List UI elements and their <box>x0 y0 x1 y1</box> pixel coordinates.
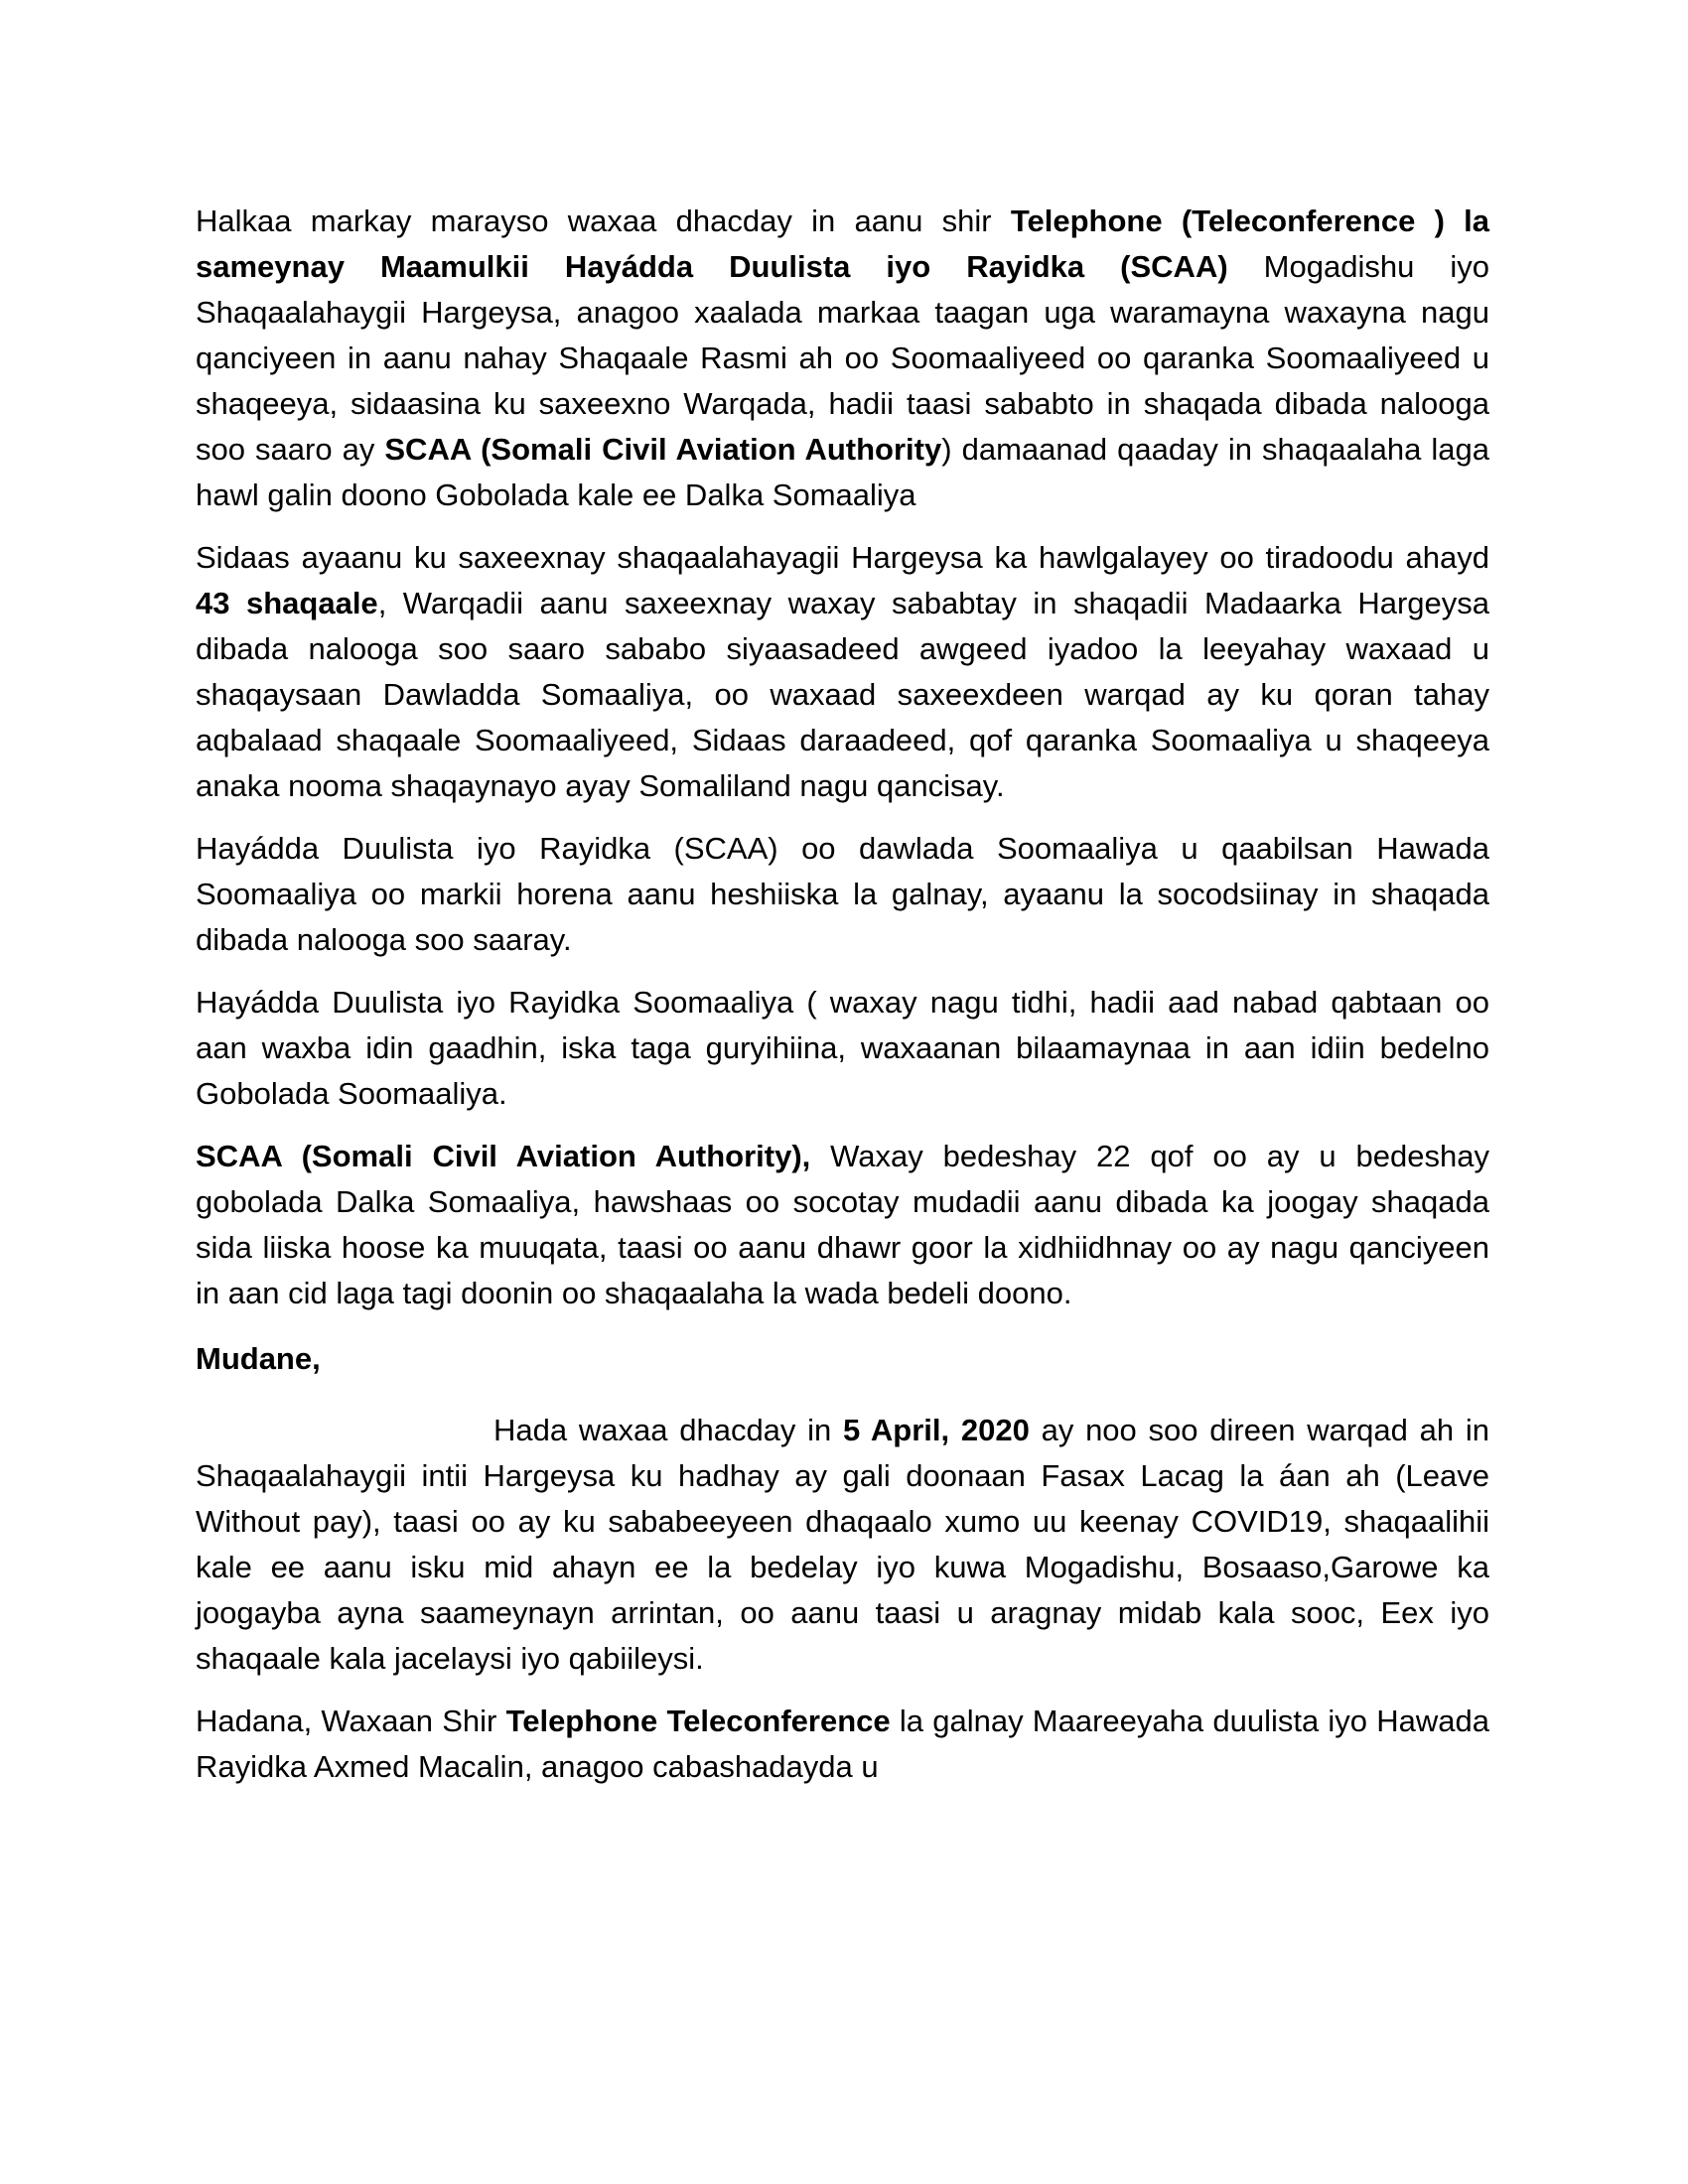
bold-text-run: SCAA (Somali Civil Aviation Authority), <box>196 1139 811 1173</box>
text-run: Halkaa markay marayso waxaa dhacday in aanu shir <box>196 204 1011 238</box>
text-run: Waxay bedeshay 22 qof oo ay u bedeshay gobolada Dalka Somaaliya, hawshaas oo socotay mudadii aanu dibada ka joogay shaqada sida liiska hoose ka muuqata, taasi oo aanu dhawr goor la xidhiidhnay oo ay nagu qanciyeen in aan cid laga tagi doonin oo shaqaalaha la wada bedeli doono. <box>196 1139 1489 1310</box>
text-run: Mogadishu iyo Shaqaalahaygii Hargeysa, anagoo xaalada markaa taagan uga waramayna waxayna nagu qanciyeen in aanu nahay Shaqaale Rasmi ah oo Soomaaliyeed oo qaranka Soomaaliyeed u shaqeeya, sidaasina ku saxeexno Warqada, hadii taasi sababto in shaqada dibada nalooga soo saaro ay <box>196 249 1489 467</box>
para-5-april-2020 <box>196 1408 1489 1682</box>
text-run: ) damaanad qaaday in shaqaalaha laga hawl galin doono Gobolada kale ee Dalka Somaaliya <box>196 432 1489 512</box>
para-scaa-bedeshay <box>196 1134 1489 1316</box>
para-43-shaqaale <box>196 535 1489 809</box>
text-run: Hadana, Waxaan Shir <box>196 1704 506 1738</box>
bold-text-run: Telephone Teleconference <box>505 1704 891 1738</box>
para-telephone-teleconference <box>196 199 1489 518</box>
text-run: Hayádda Duulista iyo Rayidka Soomaaliya ( waxay nagu tidhi, hadii aad nabad qabtaan oo aan waxba idin gaadhin, iska taga guryihiina, waxaanan bilaamaynaa in aan idiin bedelno Gobolada Soomaaliya. <box>196 985 1489 1111</box>
text-run: , Warqadii aanu saxeexnay waxay sababtay in shaqadii Madaarka Hargeysa dibada nalooga soo saaro sababo siyaasadeed awgeed iyadoo la leeyahay waxaad u shaqaysaan Dawladda Somaaliya, oo waxaad saxeexdeen warqad ay ku qoran tahay aqbalaad shaqaale Soomaaliyeed, Sidaas daraadeed, qof qaranka Soomaaliya u shaqeeya anaka nooma shaqaynayo ayay Somaliland nagu qancisay. <box>196 586 1489 803</box>
bold-text-run: SCAA (Somali Civil Aviation Authority <box>384 432 942 467</box>
bold-text-run: Telephone (Teleconference ) la sameynay Maamulkii Hayádda Duulista iyo Rayidka (SCAA) <box>196 204 1489 284</box>
text-run: la galnay Maareeyaha duulista iyo Hawada Rayidka Axmed Macalin, anagoo cabashadayda u <box>196 1704 1490 1784</box>
text-run: ay noo soo direen warqad ah in Shaqaalahaygii intii Hargeysa ku hadhay ay gali doonaan Fasax Lacag la áan ah (Leave Without pay), taasi oo ay ku sababeeyeen dhaqaalo xumo uu keenay COVID19, shaqaalihii kale ee aanu isku mid ahayn ee la bedelay iyo kuwa Mogadishu, Bosaaso,Garowe ka joogayba ayna saameynayn arrintan, oo aanu taasi u aragnay midab kala sooc, Eex iyo shaqaale kala jacelaysi iyo qabiileysi. <box>196 1413 1489 1676</box>
text-run: Hayádda Duulista iyo Rayidka (SCAA) oo dawlada Soomaaliya u qaabilsan Hawada Soomaaliya oo markii horena aanu heshiiska la galnay, ayaanu la socodsiinay in shaqada dibada nalooga soo saaray. <box>196 831 1489 957</box>
para-mudane-heading <box>196 1336 1489 1382</box>
para-hadana-teleconference <box>196 1699 1489 1790</box>
text-run: Sidaas ayaanu ku saxeexnay shaqaalahayagii Hargeysa ka hawlgalayey oo tiradoodu ahayd <box>196 540 1489 575</box>
document-body <box>196 199 1489 1807</box>
para-nagu-tidhi <box>196 980 1489 1117</box>
bold-text-run: Mudane, <box>196 1341 321 1376</box>
para-scaa-qaabilsan <box>196 826 1489 963</box>
text-run: Hada waxaa dhacday in <box>493 1413 844 1447</box>
bold-text-run: 43 shaqaale <box>196 586 378 620</box>
bold-text-run: 5 April, 2020 <box>843 1413 1030 1447</box>
